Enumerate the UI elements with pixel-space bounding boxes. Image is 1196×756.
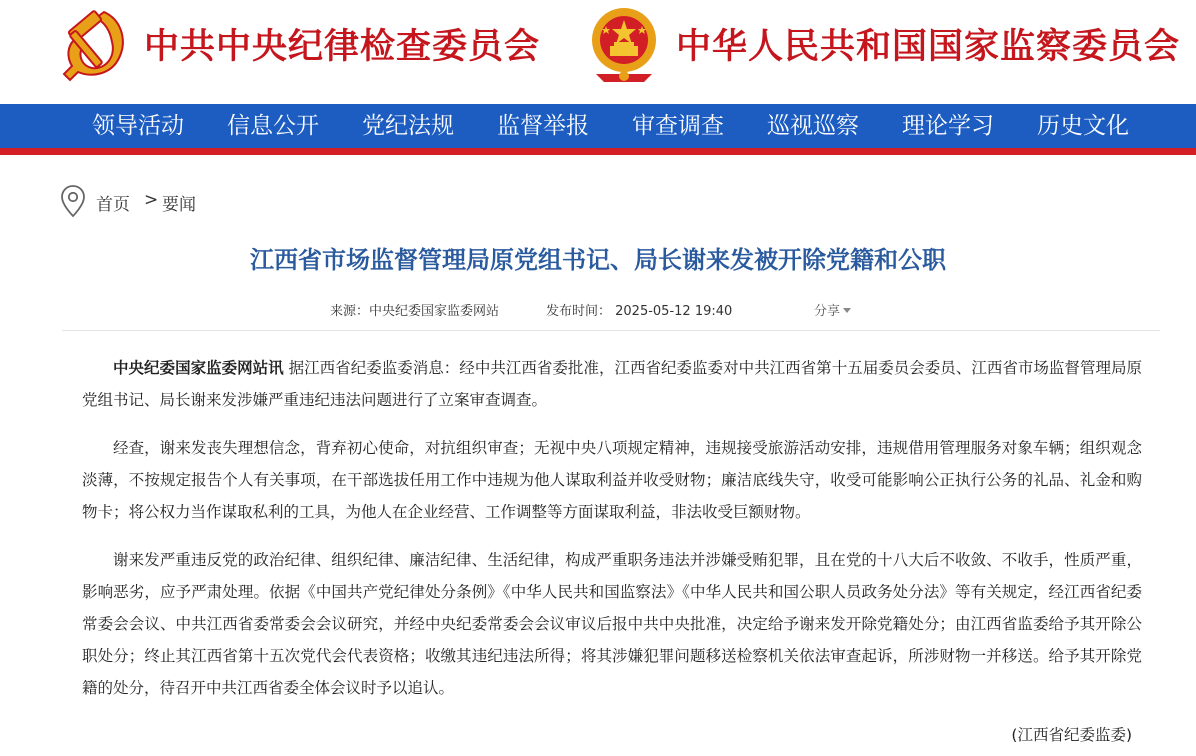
article-paragraph-1-text: 据江西省纪委监委消息：经中共江西省委批准，江西省纪委监委对中共江西省第十五届委员会委员、江西省市场监督管理局原党组书记、局长谢来发涉嫌严重违纪违法问题进行了立案审查调查。 [82,359,1142,409]
national-emblem-icon [586,4,662,86]
nav-item-investigation[interactable]: 审查调查 [632,113,724,139]
article-signature: (江西省纪委监委) [1011,726,1132,744]
nsc-title: 中华人民共和国国家监察委员会 [676,26,1181,67]
breadcrumb-home-link[interactable]: 首页 [96,195,130,215]
share-label: 分享 [814,304,841,319]
nav-item-info-disclosure[interactable]: 信息公开 [227,113,319,139]
article-paragraph-2: 经查，谢来发丧失理想信念，背弃初心使命，对抗组织审查；无视中央八项规定精神，违规接受旅游活动安排，违规借用管理服务对象车辆；组织观念淡薄，不按规定报告个人有关事项，在干部选拔任用工作中违规为他人谋取利益并收受财物；廉洁底线失守，收受可能影响公正执行公务的礼品、礼金和购物卡；将公权力当作谋取私利的工具，为他人在企业经营、工作调整等方面谋取利益，非法收受巨额财物。 [82,439,1142,521]
breadcrumb-current[interactable]: 要闻 [162,195,196,215]
site-header [0,0,1196,104]
ccdi-title: 中共中央纪律检查委员会 [144,26,541,67]
chevron-down-icon [843,308,851,313]
article-lead: 中央纪委国家监委网站讯 [113,359,284,377]
meta-divider [62,330,1160,331]
nav-item-leadership[interactable]: 领导活动 [92,113,184,139]
share-dropdown[interactable] [814,300,851,319]
article-publish-time: 发布时间： 2025-05-12 19:40 [546,304,733,319]
nav-item-theory[interactable]: 理论学习 [902,113,994,139]
nav-item-regulations[interactable]: 党纪法规 [362,113,454,139]
article-paragraph-1 [82,352,1142,416]
party-emblem-icon [60,6,132,84]
article-title: 江西省市场监督管理局原党组书记、局长谢来发被开除党籍和公职 [250,246,946,274]
nav-item-inspection[interactable]: 巡视巡察 [767,113,859,139]
breadcrumb-separator: > [144,190,159,210]
nav-red-stripe [0,148,1196,155]
article-paragraph-3: 谢来发严重违反党的政治纪律、组织纪律、廉洁纪律、生活纪律，构成严重职务违法并涉嫌受贿犯罪，且在党的十八大后不收敛、不收手，性质严重，影响恶劣，应予严肃处理。依据《中国共产党纪律处分条例》《中华人民共和国监察法》《中华人民共和国公职人员政务处分法》等有关规定，经江西省纪委常委会会议、中共江西省委常委会会议研究，并经中央纪委常委会会议审议后报中共中央批准，决定给予谢来发开除党籍处分；由江西省监委给予其开除公职处分；终止其江西省第十五次党代会代表资格；收缴其违纪违法所得；将其涉嫌犯罪问题移送检察机关依法审查起诉，所涉财物一并移送。给予其开除党籍的处分，待召开中共江西省委全体会议时予以追认。 [82,551,1142,697]
location-pin-icon [60,184,86,218]
main-nav [0,104,1196,148]
article-source: 来源：中央纪委国家监委网站 [330,304,500,319]
nav-item-report[interactable]: 监督举报 [497,113,589,139]
nav-item-history[interactable]: 历史文化 [1037,113,1129,139]
